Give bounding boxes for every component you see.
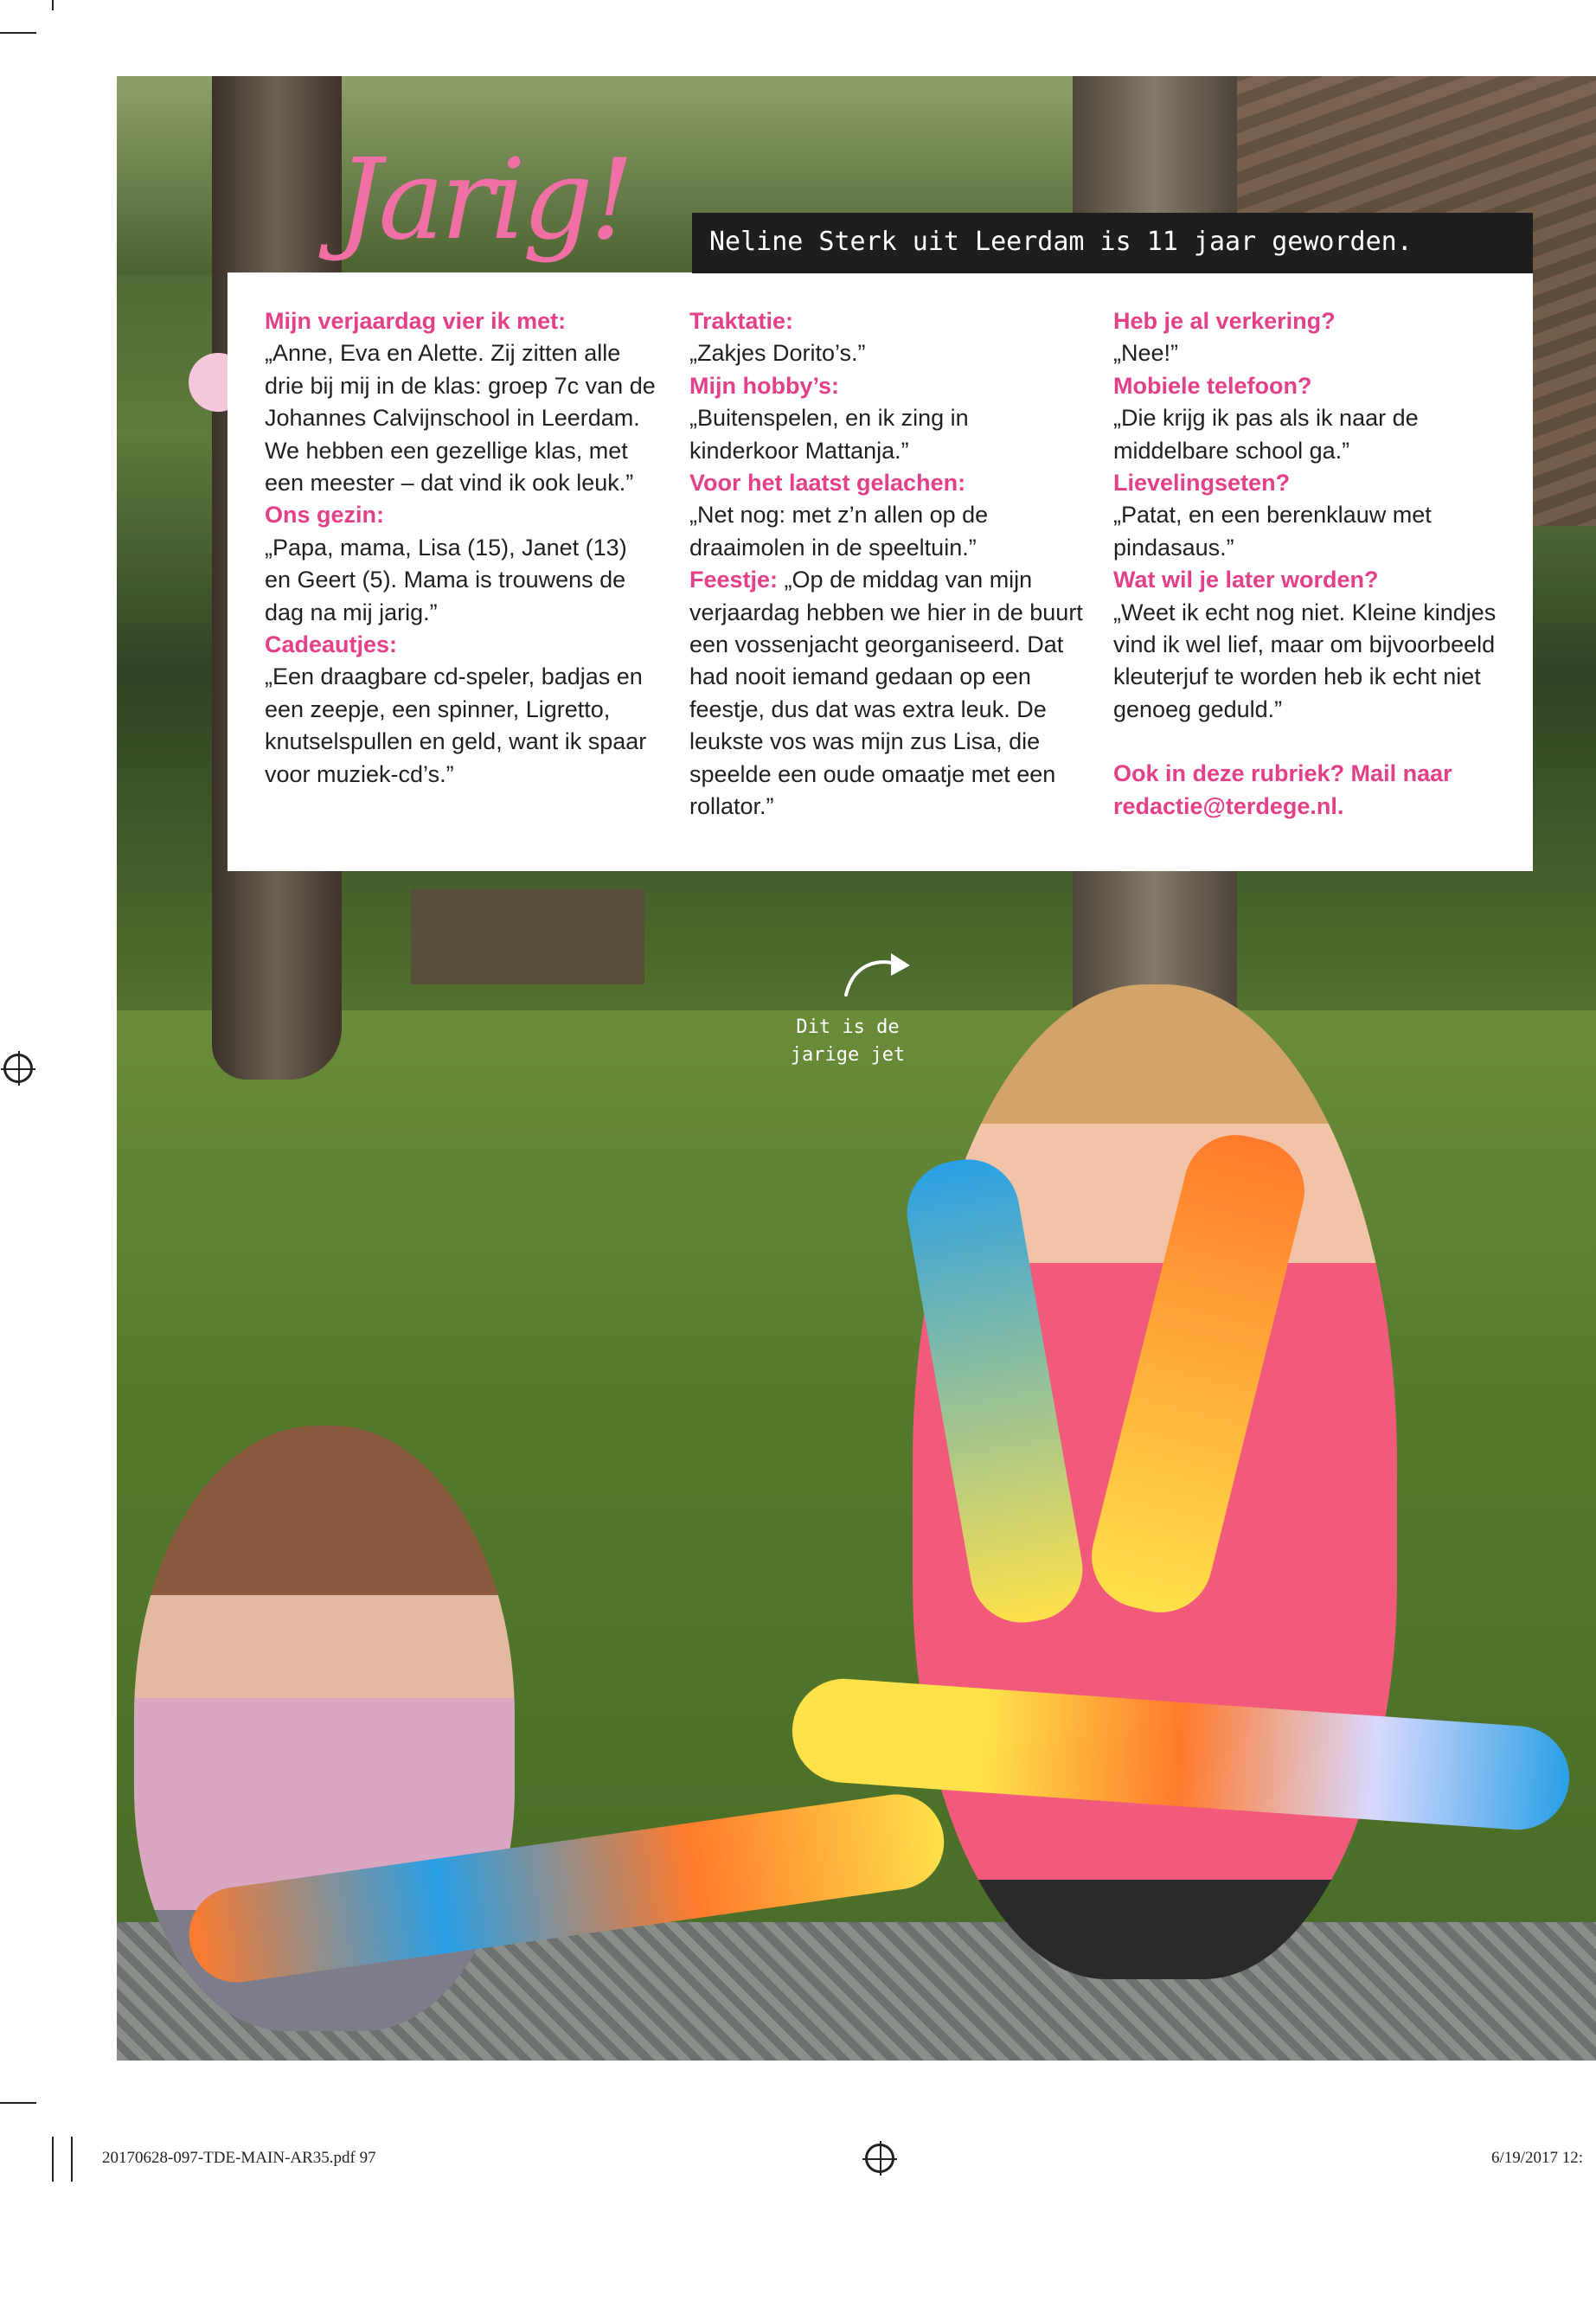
question: Feestje: — [689, 567, 779, 593]
question: Traktatie: — [689, 308, 794, 334]
answer: „Een draagbare cd-speler, badjas en een zeepje, een spinner, Ligretto, knutselspullen en geld, want ik spaar voor muziek-cd’s.” — [265, 663, 647, 787]
question: Lievelingseten? — [1113, 470, 1291, 497]
spacer — [1113, 726, 1507, 758]
question: Mijn hobby’s: — [689, 372, 839, 399]
curved-arrow-icon — [841, 948, 919, 1000]
print-slug-file: 20170628-097-TDE-MAIN-AR35.pdf 97 — [102, 2149, 376, 2167]
crop-mark — [0, 32, 36, 34]
interview-column — [265, 305, 658, 791]
subtitle-text: Neline Sterk uit Leerdam is 11 jaar geworden. — [709, 227, 1413, 257]
answer: „Net nog: met z’n allen op de draaimolen in de speeltuin.” — [689, 502, 989, 561]
photo-caption: Dit is de jarige jet — [790, 1016, 906, 1066]
crop-mark — [0, 2102, 36, 2104]
question: Wat wil je later worden? — [1113, 567, 1379, 593]
crop-mark — [52, 2137, 54, 2182]
subtitle-banner — [692, 213, 1533, 273]
question: Ons gezin: — [265, 502, 385, 529]
registration-mark-icon — [865, 2144, 894, 2173]
answer-inline — [689, 564, 1083, 823]
question: Mijn verjaardag vier ik met: — [265, 308, 567, 334]
interview-column — [1113, 305, 1507, 823]
answer: „Nee!” — [1113, 340, 1179, 367]
answer: „Zakjes Dorito’s.” — [689, 340, 866, 367]
photo-bench — [411, 889, 644, 984]
page-title: Jarig! — [337, 136, 631, 265]
answer: „Op de middag van mijn verjaardag hebben we hier in de buurt een vossenjacht georganiseerd. Dat had nooit iemand gedaan op een feestje, dus dat was extra leuk. De leukste vos was mijn zus Lisa, die speelde een oude omaatje met een rollator.” — [689, 567, 1083, 820]
answer: „Die krijg ik pas als ik naar de middelbare school ga.” — [1113, 405, 1419, 464]
answer: „Buitenspelen, en ik zing in kinderkoor Mattanja.” — [689, 405, 969, 464]
answer: „Patat, en een berenklauw met pindasaus.” — [1113, 502, 1432, 561]
answer: „Anne, Eva en Alette. Zij zitten alle drie bij mij in de klas: groep 7c van de Johannes Calvijnschool in Leerdam. We hebben een gezellige klas, met een meester – dat vind ik ook leuk.” — [265, 340, 656, 497]
interview-column — [689, 305, 1083, 824]
question: Mobiele telefoon? — [1113, 372, 1312, 399]
contact-cta: Ook in deze rubriek? Mail naar redactie@terdege.nl. — [1113, 760, 1452, 819]
registration-mark-icon — [3, 1054, 33, 1083]
answer: „Papa, mama, Lisa (15), Janet (13) en Geert (5). Mama is trouwens de dag na mij jarig.” — [265, 534, 627, 625]
answer: „Weet ik echt nog niet. Kleine kindjes vind ik wel lief, maar om bijvoorbeeld kleuterjuf te worden heb ik echt niet genoeg geduld.” — [1113, 599, 1497, 722]
interview-box — [228, 272, 1533, 871]
crop-mark — [52, 0, 54, 10]
question: Voor het laatst gelachen: — [689, 470, 966, 497]
print-slug-date: 6/19/2017 12: — [1491, 2149, 1584, 2167]
question: Heb je al verkering? — [1113, 308, 1336, 334]
crop-mark — [71, 2137, 73, 2182]
question: Cadeautjes: — [265, 631, 398, 658]
